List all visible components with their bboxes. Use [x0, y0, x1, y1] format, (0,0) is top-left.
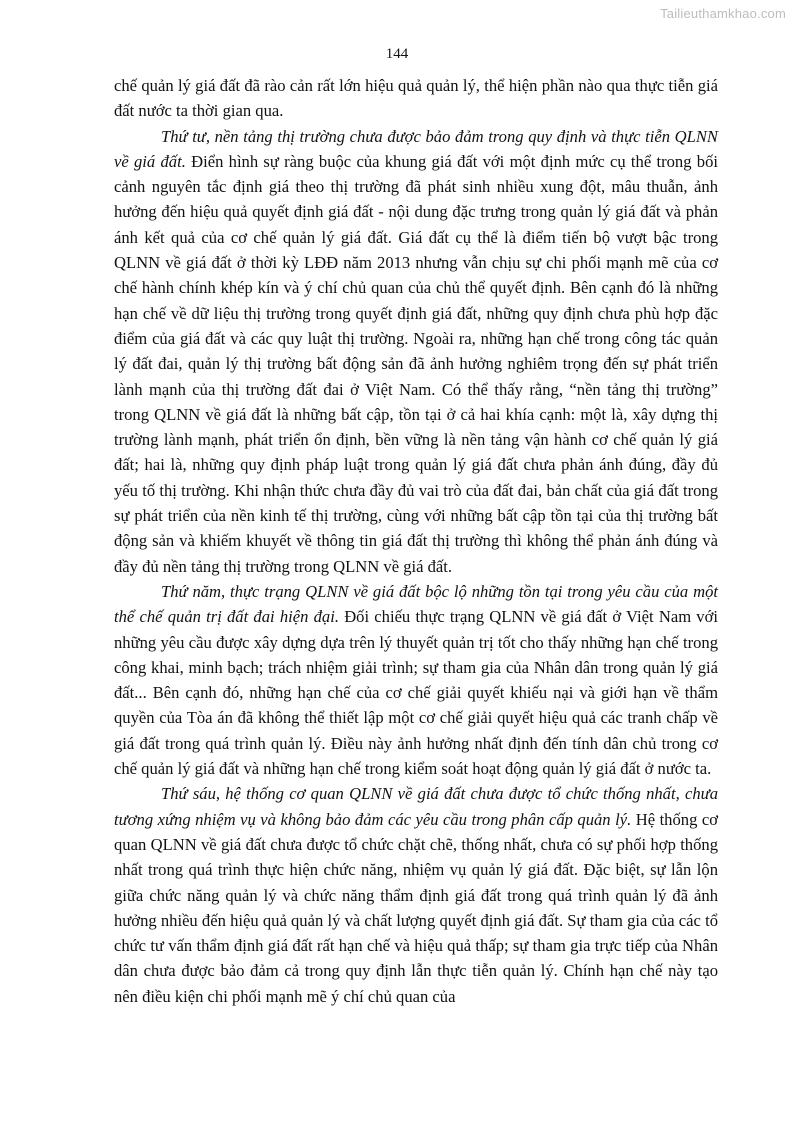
paragraph-text: chế quản lý giá đất đã rào cản rất lớn hiệu quả quản lý, thể hiện phần nào qua thực tiễn giá đất nước ta thời gian qua.: [114, 76, 718, 121]
paragraph-text: Hệ thống cơ quan QLNN về giá đất chưa được tổ chức chặt chẽ, thống nhất, chưa có sự phối hợp thống nhất trong quá trình thực hiện chức năng, nhiệm vụ quản lý giá đất. Đặc biệt, sự lẫn lộn giữa chức năng quản lý và chức năng thẩm định giá đất trong quá trình quản lý đã ảnh hưởng nhiều đến hiệu quả quản lý và chất lượng quyết định giá đất. Sự tham gia của các tổ chức tư vấn thẩm định giá đất rất hạn chế và hiệu quả thấp; sự tham gia trực tiếp của Nhân dân chưa được bảo đảm cả trong quy định lẫn thực tiễn quản lý. Chính hạn chế này tạo nên điều kiện chi phối mạnh mẽ ý chí chủ quan của: [114, 809, 719, 1006]
paragraph-fifth: [114, 579, 718, 781]
watermark: Tailieuthamkhao.com: [660, 6, 786, 21]
page-number: 144: [385, 46, 409, 62]
paragraph-lead: Thứ tư, nền tảng thị trường chưa được bảo đảm trong quy định và thực tiễn QLNN về giá đất.: [114, 126, 718, 171]
paragraph-text: Điển hình sự ràng buộc của khung giá đất với một định mức cụ thể trong bối cảnh nguyên tắc định giá theo thị trường đã phát sinh nhiều xung đột, mâu thuẫn, ảnh hưởng đến hiệu quả quyết định giá đất - nội dung đặc trưng trong quản lý giá đất và phản ánh kết quả của cơ chế quản lý giá đất. Giá đất cụ thể là điểm tiến bộ vượt bậc trong QLNN về giá đất ở thời kỳ LĐĐ năm 2013 nhưng vẫn chịu sự chi phối mạnh mẽ của cơ chế hành chính khép kín và ý chí chủ quan của chủ thể quyết định. Bên cạnh đó là những hạn chế về dữ liệu thị trường trong quyết định giá đất, những quy định chưa phù hợp đặc điểm của giá đất và các quy luật thị trường. Ngoài ra, những hạn chế trong công tác quản lý đất đai, quản lý thị trường bất động sản đã ảnh hưởng nghiêm trọng đến sự phát triển lành mạnh của thị trường đất đai ở Việt Nam. Có thể thấy rằng, “nền tảng thị trường” trong QLNN về giá đất là những bất cập, tồn tại ở cả hai khía cạnh: một là, xây dựng thị trường lành mạnh, phát triển ổn định, bền vững là nền tảng vận hành cơ chế quản lý giá đất; hai là, những quy định pháp luật trong quản lý giá đất chưa phản ánh đúng, đầy đủ yếu tố thị trường. Khi nhận thức chưa đầy đủ vai trò của đất đai, bản chất của giá đất trong sự phát triển của nền kinh tế thị trường, cùng với những bất cập tồn tại của thị trường bất động sản và khiếm khuyết về thông tin giá đất thị trường thì không thể phản ánh đúng và đầy đủ nền tảng thị trường trong QLNN về giá đất.: [114, 151, 718, 576]
paragraph-text: Đối chiếu thực trạng QLNN về giá đất ở Việt Nam với những yêu cầu được xây dựng dựa trên lý thuyết quản trị tốt cho thấy những hạn chế trong công khai, minh bạch; trách nhiệm giải trình; sự tham gia của Nhân dân trong quản lý giá đất... Bên cạnh đó, những hạn chế của cơ chế giải quyết khiếu nại và giới hạn về thẩm quyền của Tòa án đã không thể thiết lập một cơ chế giải quyết hiệu quả các tranh chấp về giá đất trong quá trình quản lý. Điều này ảnh hưởng nhất định đến tính dân chủ trong cơ chế quản lý giá đất và những hạn chế trong kiểm soát hoạt động quản lý giá đất ở nước ta.: [114, 607, 718, 779]
paragraph-lead: Thứ sáu, hệ thống cơ quan QLNN về giá đất chưa được tổ chức thống nhất, chưa tương xứng nhiệm vụ và không bảo đảm các yêu cầu trong phân cấp quản lý.: [114, 784, 718, 829]
paragraph-sixth: [114, 781, 718, 1009]
paragraph-lead: Thứ năm, thực trạng QLNN về giá đất bộc lộ những tồn tại trong yêu cầu của một thể chế quản trị đất đai hiện đại.: [114, 581, 718, 627]
paragraph-fourth: [114, 124, 718, 579]
document-body: [114, 73, 718, 1009]
paragraph-continuation: [114, 73, 718, 124]
